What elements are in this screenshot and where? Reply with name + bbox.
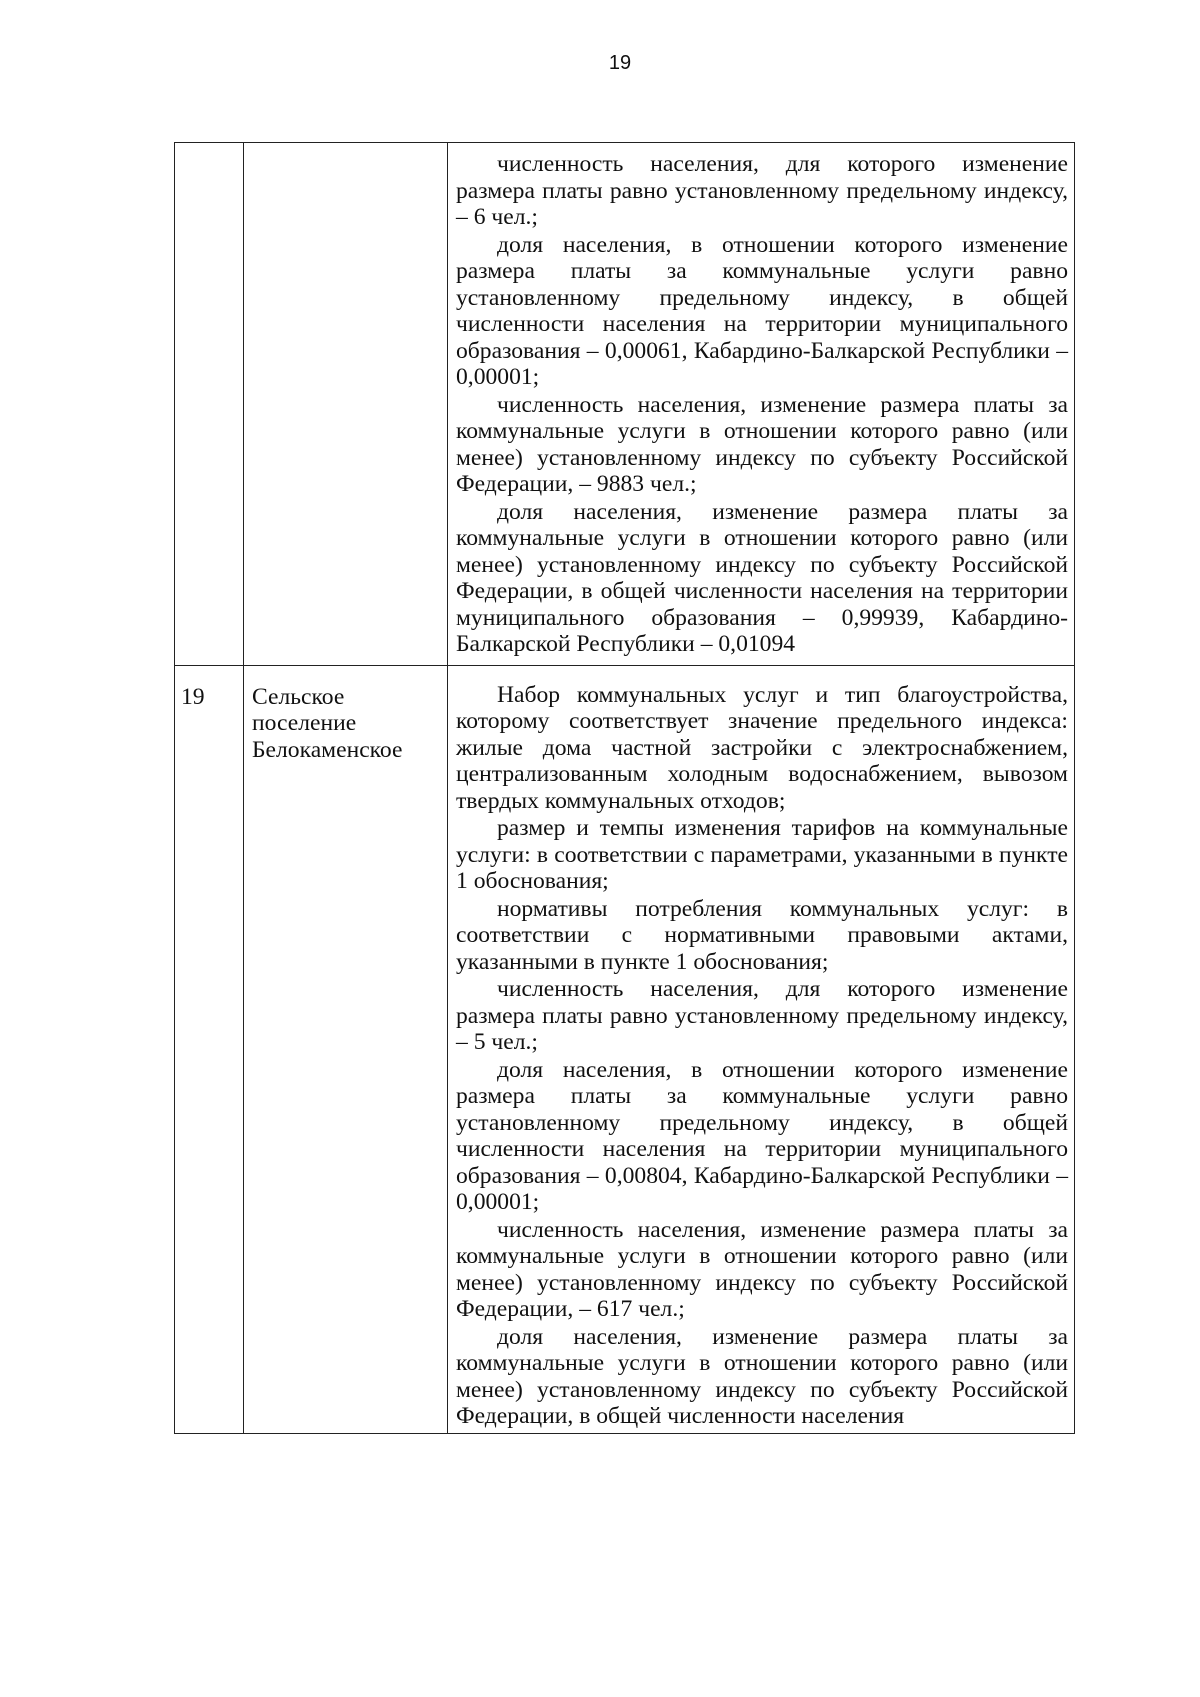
description-cell xyxy=(448,143,1075,666)
paragraph: нормативы потребления коммунальных услуг: в соответствии с нормативными правовыми актами, указанными в пункте 1 обоснования; xyxy=(456,895,1068,975)
paragraph: доля населения, изменение размера платы за коммунальные услуги в отношении которого равно (или менее) установленному индексу по субъекту Российской Федерации, в общей численности населения на территории муниципального образования – 0,99939, Кабардино-Балкарской Республики – 0,01094 xyxy=(456,498,1068,657)
paragraph: доля населения, в отношении которого изменение размера платы за коммунальные услуги равно установленному предельному индексу, в общей численности населения на территории муниципального образования – 0,00061, Кабардино-Балкарской Республики – 0,00001; xyxy=(456,231,1068,390)
municipality-name-line: Сельское xyxy=(252,683,345,710)
page-number: 19 xyxy=(608,52,632,74)
paragraph: численность населения, для которого изменение размера платы равно установленному предельному индексу, – 5 чел.; xyxy=(456,976,1068,1055)
municipality-name-line: поселение xyxy=(252,710,357,736)
paragraph: численность населения, изменение размера платы за коммунальные услуги в отношении которого равно (или менее) установленному индексу по субъекту Российской Федерации, – 9883 чел.; xyxy=(456,391,1068,497)
municipality-name-cell xyxy=(244,665,448,1433)
table-row xyxy=(175,143,1075,666)
paragraph: численность населения, для которого изменение размера платы равно установленному предельному индексу, – 6 чел.; xyxy=(456,151,1068,230)
justification-table xyxy=(174,142,1075,1434)
paragraph: численность населения, изменение размера платы за коммунальные услуги в отношении которого равно (или менее) установленному индексу по субъекту Российской Федерации, – 617 чел.; xyxy=(456,1216,1068,1322)
paragraph: доля населения, в отношении которого изменение размера платы за коммунальные услуги равно установленному предельному индексу, в общей численности населения на территории муниципального образования – 0,00804, Кабардино-Балкарской Республики – 0,00001; xyxy=(456,1056,1068,1215)
paragraph: размер и темпы изменения тарифов на коммунальные услуги: в соответствии с параметрами, указанными в пункте 1 обоснования; xyxy=(456,815,1068,894)
municipality-name-cell xyxy=(244,143,448,666)
row-number-cell: 19 xyxy=(175,665,244,1433)
paragraph: доля населения, изменение размера платы за коммунальные услуги в отношении которого равно (или менее) установленному индексу по субъекту Российской Федерации, в общей численности населения xyxy=(456,1323,1068,1429)
paragraph: Набор коммунальных услуг и тип благоустройства, которому соответствует значение предельного индекса: жилые дома частной застройки с электроснабжением, централизованным холодным водоснабжением, вывозом твердых коммунальных отходов; xyxy=(456,681,1068,814)
row-number-cell xyxy=(175,143,244,666)
table-row xyxy=(175,665,1075,1433)
municipality-name-line: Белокаменское xyxy=(252,736,403,763)
description-cell xyxy=(448,665,1075,1433)
